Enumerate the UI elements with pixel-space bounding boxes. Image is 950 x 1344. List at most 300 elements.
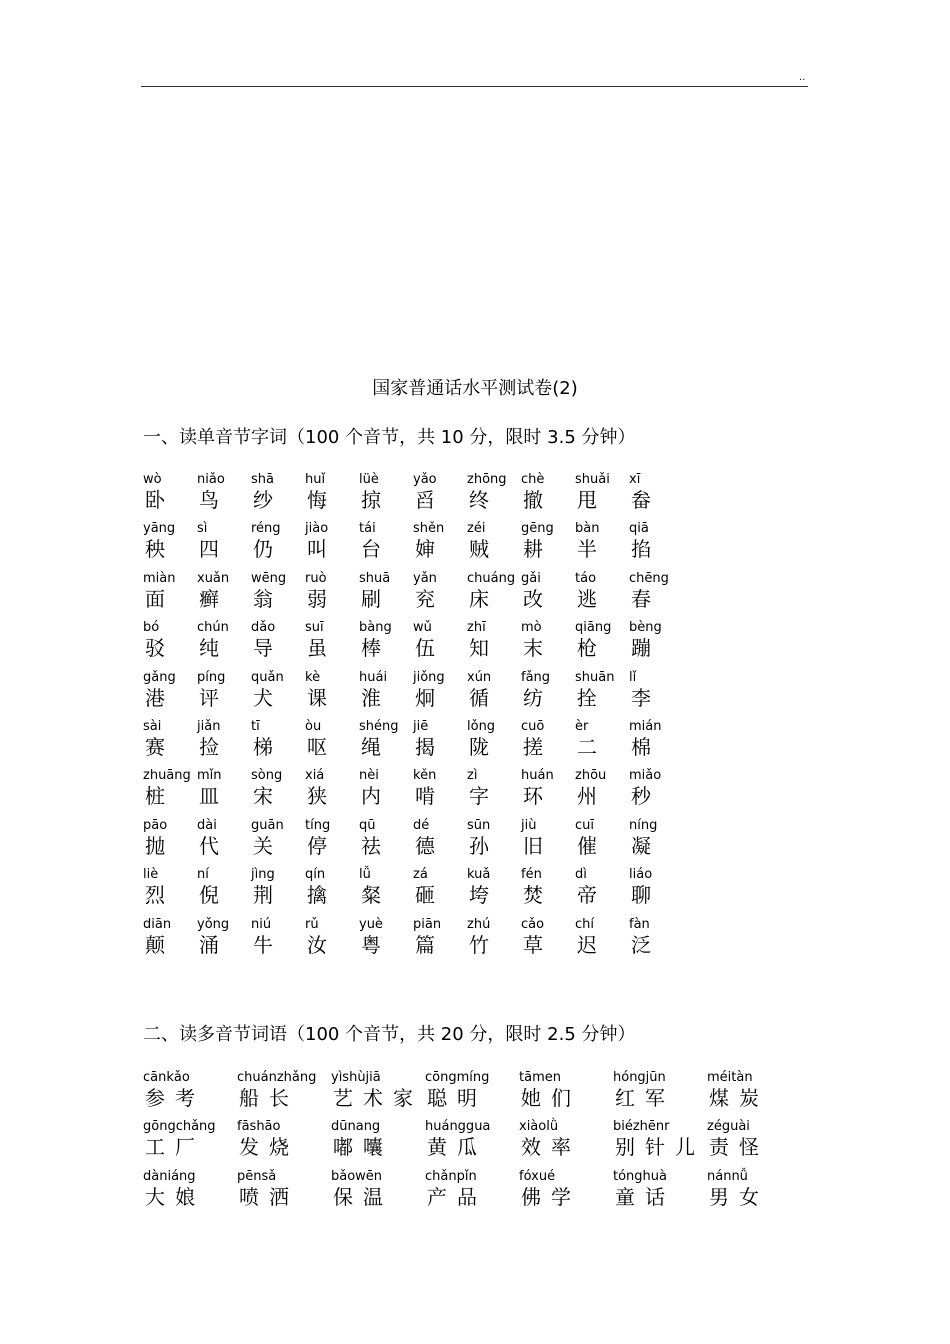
word-item: [145, 474, 205, 518]
word-item: [199, 474, 259, 518]
pinyin: shéng: [359, 718, 399, 734]
hanzi: 绳: [361, 734, 385, 759]
pinyin: chí: [575, 916, 594, 932]
word-item: [253, 622, 313, 666]
hanzi: 呕: [307, 734, 331, 759]
hanzi: 知: [469, 636, 493, 661]
hanzi: 半: [577, 537, 601, 562]
pinyin: zì: [467, 768, 478, 784]
hanzi: 垮: [469, 883, 493, 908]
hanzi: 搓: [523, 734, 547, 759]
hanzi: 牛: [253, 932, 277, 957]
word-item: [577, 869, 637, 913]
word-item: [523, 523, 583, 567]
word-item: [575, 669, 637, 716]
hanzi: 烈: [145, 883, 169, 908]
word-item: [143, 817, 205, 864]
word-item: [577, 622, 637, 666]
pinyin: pāo: [143, 817, 168, 833]
hanzi: 拴: [577, 685, 601, 710]
pinyin: bàn: [575, 521, 600, 537]
word-item: [469, 770, 529, 814]
word-item: [305, 916, 367, 963]
word-item: [469, 622, 529, 666]
hanzi: 砸: [415, 883, 439, 908]
hanzi: 别针儿: [615, 1135, 705, 1160]
pinyin: suī: [305, 620, 324, 636]
hanzi: 循: [469, 685, 493, 710]
pinyin: yuè: [359, 916, 383, 932]
pinyin: zéguài: [707, 1119, 750, 1135]
word-item: [631, 770, 691, 814]
word-item: [467, 669, 529, 716]
pinyin: chún: [197, 620, 229, 636]
word-item: [307, 622, 367, 666]
word-item: [413, 916, 475, 963]
pinyin: bó: [143, 620, 160, 636]
hanzi: 枪: [577, 636, 601, 661]
hanzi: 环: [523, 784, 547, 809]
hanzi: 德: [415, 833, 439, 858]
pinyin: lüè: [359, 472, 379, 487]
word-item: [521, 570, 583, 617]
hanzi: 煤炭: [709, 1086, 769, 1110]
hanzi: 犬: [253, 685, 277, 710]
pinyin: nèi: [359, 768, 379, 784]
hanzi: 春: [631, 586, 655, 611]
pinyin: òu: [305, 718, 322, 734]
pinyin: tíng: [305, 817, 331, 833]
word-item: [469, 474, 529, 518]
hanzi: 婶: [415, 537, 439, 562]
hanzi: 桩: [145, 784, 169, 809]
section2-heading: 二、读多音节词语（100 个音节，共 20 分，限时 2.5 分钟）: [143, 1024, 636, 1045]
pinyin: sì: [197, 521, 208, 537]
pinyin: gōngchǎng: [143, 1119, 216, 1135]
pinyin: kěn: [413, 768, 437, 784]
pinyin: rǔ: [305, 916, 319, 932]
word-item: [305, 817, 367, 864]
word-item: [575, 570, 637, 617]
pinyin: yǒng: [197, 916, 230, 932]
word-item: [197, 669, 259, 716]
hanzi: 仍: [253, 537, 277, 562]
hanzi: 粤: [361, 932, 385, 957]
pinyin: piān: [413, 916, 442, 932]
word-item: [143, 570, 205, 617]
pinyin: jiǒng: [413, 669, 445, 685]
pinyin: lǚ: [359, 867, 371, 883]
hanzi: 抛: [145, 833, 169, 858]
hanzi: 揭: [415, 734, 439, 759]
pinyin: jiào: [305, 521, 329, 537]
pinyin: shuān: [575, 669, 615, 685]
hanzi: 伍: [415, 636, 439, 661]
word-item: [413, 718, 475, 765]
word-item: [575, 916, 637, 963]
pinyin: chuáng: [467, 570, 516, 586]
pinyin: yāng: [143, 521, 176, 537]
pinyin: èr: [575, 718, 589, 734]
hanzi: 纺: [523, 685, 547, 710]
pinyin: cuī: [575, 817, 594, 833]
pinyin: fàn: [629, 916, 650, 932]
pinyin: zhōng: [467, 472, 507, 487]
word-item: [415, 474, 475, 518]
pinyin: qiāng: [575, 620, 612, 636]
hanzi: 草: [523, 932, 547, 957]
hanzi: 效率: [521, 1135, 581, 1160]
pinyin: táo: [575, 570, 597, 586]
word-item: [629, 817, 691, 864]
word-item: [575, 718, 637, 765]
hanzi: 粲: [361, 883, 385, 908]
pinyin: qín: [305, 867, 326, 883]
pinyin: zhuāng: [143, 768, 191, 784]
pinyin: wò: [143, 472, 162, 487]
word-item: [305, 570, 367, 617]
word-item: [143, 669, 205, 716]
word-item: [251, 718, 313, 765]
word-item: [629, 669, 691, 716]
hanzi: 泛: [631, 932, 655, 957]
hanzi: 蹦: [631, 636, 655, 661]
pinyin: dé: [413, 817, 430, 833]
hanzi: 红军: [615, 1086, 675, 1110]
word-item: [361, 523, 421, 567]
hanzi: 纱: [253, 488, 277, 512]
hanzi: 颠: [145, 932, 169, 957]
hanzi: 耕: [523, 537, 547, 562]
word-item: [361, 622, 421, 666]
pinyin: nánnǚ: [707, 1168, 748, 1184]
word-item: [467, 916, 529, 963]
pinyin: fén: [521, 867, 542, 883]
word-item: [253, 474, 313, 518]
hanzi: 甩: [577, 488, 601, 512]
pinyin: cānkǎo: [143, 1070, 190, 1085]
pinyin: réng: [251, 521, 281, 537]
word-item: [359, 817, 421, 864]
hanzi: 陇: [469, 734, 493, 759]
word-item: [253, 770, 313, 814]
pinyin: hóngjūn: [613, 1070, 666, 1085]
hanzi: 啃: [415, 784, 439, 809]
hanzi: 驳: [145, 636, 169, 661]
hanzi: 四: [199, 537, 223, 562]
word-item: [197, 916, 259, 963]
word-item: [145, 770, 205, 814]
hanzi: 末: [523, 636, 547, 661]
hanzi: 台: [361, 537, 385, 562]
pinyin: wǔ: [413, 620, 432, 636]
hanzi: 大娘: [145, 1184, 205, 1209]
pinyin: qiā: [629, 521, 649, 537]
word-item: [199, 523, 259, 567]
pinyin: lǒng: [467, 718, 496, 734]
word-item: [467, 570, 529, 617]
hanzi: 喷洒: [239, 1184, 299, 1209]
word-item: [631, 523, 691, 567]
pinyin: jiǎn: [197, 718, 221, 734]
pinyin: niǎo: [197, 472, 225, 487]
word-item: [199, 622, 259, 666]
word-item: [307, 474, 367, 518]
word-item: [361, 474, 421, 518]
hanzi: 炯: [415, 685, 439, 710]
pinyin: liáo: [629, 867, 653, 883]
hanzi: 男女: [709, 1184, 769, 1209]
hanzi: 床: [469, 586, 493, 611]
hanzi: 李: [631, 685, 655, 710]
word-item: [197, 817, 259, 864]
word-item: [307, 869, 367, 913]
pinyin: diān: [143, 916, 172, 932]
word-item: [577, 474, 637, 518]
section1-heading: 一、读单音节字词（100 个音节，共 10 分，限时 3.5 分钟）: [143, 427, 636, 448]
pinyin: zhú: [467, 916, 491, 932]
word-item: [523, 869, 583, 913]
pinyin: zhī: [467, 620, 486, 636]
word-item: [709, 1072, 819, 1116]
pinyin: shā: [251, 472, 274, 487]
hanzi: 荆: [253, 883, 277, 908]
pinyin: píng: [197, 669, 226, 685]
hanzi: 竹: [469, 932, 493, 957]
word-item: [469, 869, 529, 913]
word-item: [629, 570, 691, 617]
word-item: [199, 770, 259, 814]
word-item: [415, 622, 475, 666]
word-item: [361, 770, 421, 814]
word-item: [197, 570, 259, 617]
word-item: [413, 817, 475, 864]
hanzi: 保温: [333, 1184, 393, 1209]
hanzi: 皿: [199, 784, 223, 809]
hanzi: 棒: [361, 636, 385, 661]
pinyin: cōngmíng: [425, 1070, 490, 1085]
pinyin: méitàn: [707, 1070, 753, 1085]
hanzi: 纯: [199, 636, 223, 661]
pinyin: sūn: [467, 817, 491, 833]
hanzi: 掐: [631, 537, 655, 562]
hanzi: 畚: [631, 488, 655, 512]
pinyin: kuǎ: [467, 867, 491, 883]
hanzi: 旧: [523, 833, 547, 858]
pinyin: quǎn: [251, 669, 284, 685]
pinyin: zá: [413, 867, 428, 883]
word-item: [361, 869, 421, 913]
hanzi: 凝: [631, 833, 655, 858]
pinyin: chè: [521, 472, 545, 487]
hanzi: 舀: [415, 488, 439, 512]
word-item: [631, 622, 691, 666]
hanzi: 改: [523, 586, 547, 611]
hanzi: 帝: [577, 883, 601, 908]
word-item: [523, 622, 583, 666]
word-item: [143, 916, 205, 963]
hanzi: 梯: [253, 734, 277, 759]
pinyin: huán: [521, 768, 554, 784]
hanzi: 祛: [361, 833, 385, 858]
word-item: [253, 523, 313, 567]
pinyin: fóxué: [519, 1168, 556, 1184]
hanzi: 佛学: [521, 1184, 581, 1209]
pinyin: tónghuà: [613, 1168, 667, 1184]
hanzi: 擒: [307, 883, 331, 908]
hanzi: 焚: [523, 883, 547, 908]
pinyin: ruò: [305, 570, 327, 586]
pinyin: zéi: [467, 521, 486, 537]
pinyin: dài: [197, 817, 217, 833]
word-item: [413, 570, 475, 617]
hanzi: 癣: [199, 586, 223, 611]
hanzi: 刷: [361, 586, 385, 611]
word-item: [521, 916, 583, 963]
pinyin: níng: [629, 817, 658, 833]
word-item: [413, 768, 478, 814]
page-title: 国家普通话水平测试卷(2): [372, 378, 578, 399]
hanzi: 代: [199, 833, 223, 858]
pinyin: dàniáng: [143, 1168, 196, 1184]
hanzi: 责怪: [709, 1135, 769, 1160]
word-item: [709, 1121, 819, 1165]
word-item: [307, 523, 367, 567]
word-item: [197, 718, 260, 765]
hanzi: 赛: [145, 734, 169, 759]
hanzi: 悔: [307, 488, 331, 512]
hanzi: 港: [145, 685, 169, 710]
pinyin: yǎn: [413, 570, 437, 586]
pinyin: fǎng: [521, 669, 551, 685]
word-item: [415, 523, 475, 567]
word-item: [413, 669, 475, 716]
hanzi: 卧: [145, 488, 169, 512]
hanzi: 终: [469, 488, 493, 512]
hanzi: 翁: [253, 586, 277, 611]
word-item: [629, 718, 691, 765]
word-item: [251, 570, 313, 617]
pinyin: sòng: [251, 768, 283, 784]
word-item: [307, 770, 367, 814]
pinyin: mò: [521, 620, 542, 636]
pinyin: bèng: [629, 620, 662, 636]
word-item: [629, 916, 691, 963]
word-item: [521, 817, 583, 864]
pinyin: jiù: [521, 817, 537, 833]
pinyin: tái: [359, 521, 376, 537]
word-item: [577, 523, 637, 567]
word-item: [523, 474, 583, 518]
hanzi: 发烧: [239, 1135, 299, 1160]
word-item: [521, 669, 583, 716]
pinyin: tī: [251, 718, 260, 734]
word-item: [305, 669, 367, 716]
pinyin: gēng: [521, 521, 554, 537]
pinyin: xiàolǜ: [519, 1119, 559, 1135]
word-item: [253, 869, 313, 913]
hanzi: 她们: [521, 1086, 581, 1110]
hanzi: 秧: [145, 537, 169, 562]
hanzi: 工厂: [145, 1135, 205, 1160]
pinyin: yǎo: [413, 472, 437, 487]
pinyin: xún: [467, 669, 492, 685]
pinyin: fāshāo: [237, 1119, 281, 1135]
pinyin: liè: [143, 867, 159, 883]
pinyin: pēnsǎ: [237, 1168, 277, 1184]
pinyin: mǐn: [197, 768, 222, 784]
pinyin: niú: [251, 916, 272, 932]
word-item: [143, 521, 208, 567]
pinyin: miǎo: [629, 768, 662, 784]
pinyin: shuā: [359, 570, 391, 586]
pinyin: dì: [575, 867, 587, 883]
pinyin: xī: [629, 472, 641, 487]
hanzi: 孙: [469, 833, 493, 858]
hanzi: 导: [253, 636, 277, 661]
word-item: [575, 817, 637, 864]
hanzi: 狭: [307, 784, 331, 809]
pinyin: guān: [251, 817, 284, 833]
word-item: [199, 869, 259, 913]
pinyin: gǎi: [521, 570, 541, 586]
pinyin: huánggua: [425, 1119, 491, 1135]
hanzi: 鸟: [199, 488, 223, 512]
pinyin: dūnang: [331, 1119, 381, 1135]
pinyin: bǎowēn: [331, 1168, 383, 1184]
hanzi: 贼: [469, 537, 493, 562]
hanzi: 聊: [631, 883, 655, 908]
word-item: [469, 523, 529, 567]
word-item: [145, 622, 205, 666]
hanzi: 字: [469, 784, 493, 809]
pinyin: huái: [359, 669, 388, 685]
pinyin: ní: [197, 867, 209, 883]
hanzi: 捡: [199, 734, 223, 759]
hanzi: 嘟囔: [333, 1135, 393, 1160]
hanzi: 叫: [307, 537, 331, 562]
pinyin: wēng: [251, 570, 287, 586]
word-item: [415, 869, 475, 913]
pinyin: mián: [629, 718, 662, 734]
pinyin: kè: [305, 669, 321, 685]
hanzi: 黄瓜: [427, 1135, 487, 1160]
pinyin: jìng: [251, 867, 275, 883]
word-item: [631, 474, 691, 518]
pinyin: cuō: [521, 718, 545, 734]
word-item: [143, 718, 205, 765]
pinyin: xuǎn: [197, 570, 230, 586]
hanzi: 涌: [199, 932, 223, 957]
pinyin: xiá: [305, 768, 325, 784]
word-item: [631, 869, 691, 913]
word-item: [359, 916, 421, 963]
pinyin: yìshùjiā: [331, 1070, 381, 1085]
hanzi: 淮: [361, 685, 385, 710]
hanzi: 内: [361, 784, 385, 809]
pinyin: tāmen: [519, 1070, 561, 1085]
hanzi: 评: [199, 685, 223, 710]
hanzi: 迟: [577, 932, 601, 957]
pinyin: shěn: [413, 521, 445, 537]
hanzi: 秒: [631, 784, 655, 809]
word-item: [707, 1168, 819, 1215]
word-item: [359, 570, 421, 617]
hanzi: 汝: [307, 932, 331, 957]
word-item: [467, 718, 529, 765]
hanzi: 弱: [307, 586, 331, 611]
pinyin: zhōu: [575, 768, 607, 784]
